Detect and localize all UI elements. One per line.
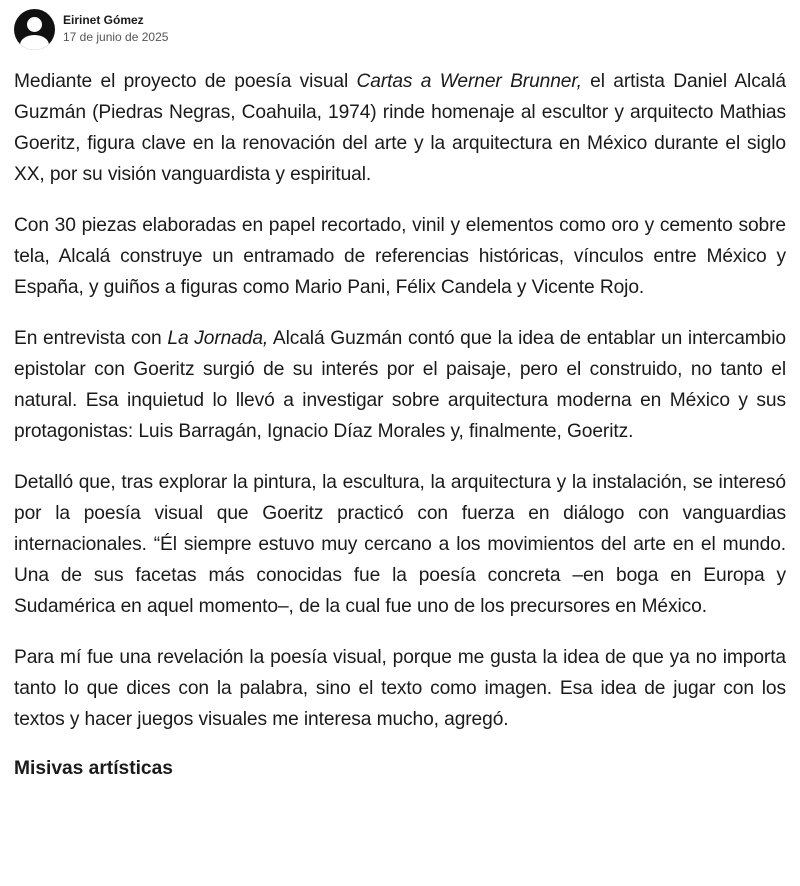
section-subheading: Misivas artísticas bbox=[14, 758, 173, 779]
paragraph-1-text-start: Mediante el proyecto de poesía visual bbox=[14, 71, 357, 92]
paragraph-4: Detalló que, tras explorar la pintura, la escultura, la arquitectura y la instalación, se interesó por la poesía visual que Goeritz practicó con fuerza en diálogo con vanguardias internacionales. “Él siempre estuvo muy cercano a los movimientos del arte en el mundo. Una de sus facetas más conocidas fue la poesía concreta –en boga en Europa y Sudamérica en aquel momento–, de la cual fue uno de los precursores en México. bbox=[14, 472, 786, 617]
article bbox=[0, 2, 800, 783]
paragraph-3-text-start: En entrevista con bbox=[14, 328, 168, 349]
author-byline bbox=[14, 2, 786, 56]
paragraph-1 bbox=[14, 66, 786, 190]
paragraph-5: Para mí fue una revelación la poesía visual, porque me gusta la idea de que ya no importa tanto lo que dices con la palabra, sino el texto como imagen. Esa idea de jugar con los textos y hacer juegos visuales me interesa mucho, agregó. bbox=[14, 647, 786, 730]
article-body bbox=[14, 66, 786, 783]
user-avatar-icon[interactable] bbox=[14, 9, 55, 50]
paragraph-1-text-end: el artista Daniel Alcalá Guzmán (Piedras Negras, Coahuila, 1974) rinde homenaje al escultor y arquitecto Mathias Goeritz, figura clave en la renovación del arte y la arquitectura en México durante el siglo XX, por su visión vanguardista y espiritual. bbox=[14, 71, 786, 185]
avatar-shoulders-shape bbox=[20, 35, 49, 50]
author-name[interactable]: Eirinet Gómez bbox=[63, 13, 144, 27]
author-meta bbox=[63, 12, 168, 46]
avatar-head-shape bbox=[27, 17, 42, 32]
newspaper-name: La Jornada, bbox=[167, 328, 269, 349]
publish-date: 17 de junio de 2025 bbox=[63, 30, 169, 44]
paragraph-2: Con 30 piezas elaboradas en papel recortado, vinil y elementos como oro y cemento sobre tela, Alcalá construye un entramado de referencias históricas, vínculos entre México y España, y guiños a figuras como Mario Pani, Félix Candela y Vicente Rojo. bbox=[14, 215, 786, 298]
paragraph-3 bbox=[14, 323, 786, 447]
work-title: Cartas a Werner Brunner, bbox=[356, 71, 582, 92]
paragraph-3-text-end: Alcalá Guzmán contó que la idea de entablar un intercambio epistolar con Goeritz surgió de su interés por el paisaje, pero el construido, no tanto el natural. Esa inquietud lo llevó a investigar sobre arquitectura moderna en México y sus protagonistas: Luis Barragán, Ignacio Díaz Morales y, finalmente, Goeritz. bbox=[14, 328, 786, 442]
